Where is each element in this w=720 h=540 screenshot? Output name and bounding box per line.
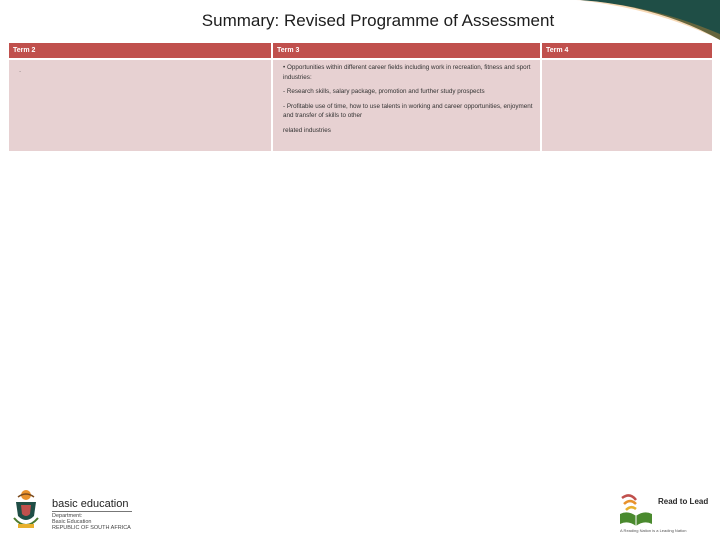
cell-term-4 bbox=[541, 59, 712, 151]
assessment-table bbox=[9, 43, 712, 151]
cell-term-2 bbox=[9, 59, 272, 151]
department-logo bbox=[12, 488, 152, 532]
table-row bbox=[9, 59, 712, 151]
header-term-4: Term 4 bbox=[541, 43, 712, 59]
dept-line-2: Basic Education bbox=[52, 519, 92, 525]
dept-name: basic education bbox=[52, 498, 129, 510]
slide-title: Summary: Revised Programme of Assessment bbox=[201, 11, 555, 30]
read-to-lead-logo bbox=[618, 492, 716, 536]
term-3-research: - Research skills, salary package, promotion and further study prospects bbox=[283, 88, 485, 95]
dept-line-3: REPUBLIC OF SOUTH AFRICA bbox=[52, 525, 131, 531]
term-3-opportunities: • Opportunities within different career fields including work in recreation, fitness and sport industries: bbox=[283, 64, 531, 81]
term-3-related-industries: related industries bbox=[283, 126, 331, 134]
campaign-tagline: A Reading Nation is a Leading Nation bbox=[620, 528, 687, 533]
campaign-name: Read to Lead bbox=[658, 497, 709, 506]
term-3-profitable-use: - Profitable use of time, how to use talents in working and career opportunities, enjoyment and transfer of skills to other bbox=[283, 102, 533, 119]
table-header-row bbox=[9, 43, 712, 59]
header-term-2: Term 2 bbox=[9, 43, 272, 59]
coat-of-arms-icon bbox=[12, 488, 40, 530]
dept-line-1: Department: bbox=[52, 513, 83, 519]
open-book-icon bbox=[618, 492, 654, 530]
term-2-bullet: · bbox=[19, 68, 22, 75]
header-term-3: Term 3 bbox=[272, 43, 541, 59]
dept-divider bbox=[52, 511, 132, 512]
cell-term-3 bbox=[272, 59, 541, 151]
